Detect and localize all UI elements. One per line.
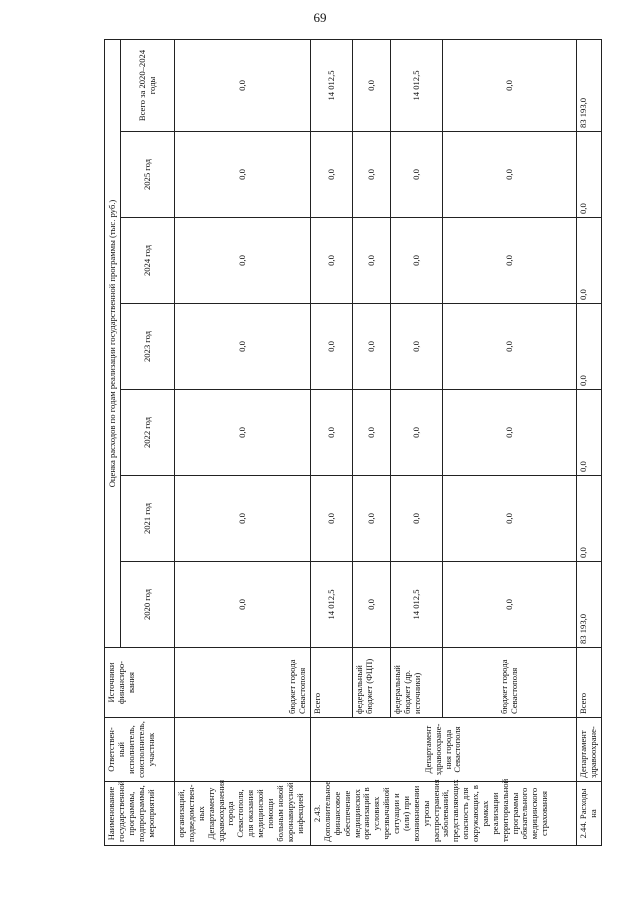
cell-value-2022: 0,0 — [353, 390, 391, 476]
header-2020: 2020 год — [121, 562, 175, 648]
page-number: 69 — [313, 10, 327, 25]
header-sources: Источники финансиро-вания — [105, 648, 175, 718]
cell-value-2022: 0,0 — [311, 390, 353, 476]
cell-value-total: 14 012,5 — [311, 40, 353, 132]
header-2024: 2024 год — [121, 218, 175, 304]
rotated-table-container — [104, 40, 600, 846]
cell-value-total: 0,0 — [175, 40, 311, 132]
cell-value-2020: 0,0 — [353, 562, 391, 648]
cell-value-2021: 0,0 — [353, 476, 391, 562]
cell-source: бюджет города Севастополя — [175, 648, 311, 718]
cell-responsible: Департамент здравоохране- — [577, 718, 602, 782]
cell-value-2024: 0,0 — [443, 218, 577, 304]
cell-responsible — [175, 718, 311, 782]
cell-value-2024: 0,0 — [311, 218, 353, 304]
header-2023: 2023 год — [121, 304, 175, 390]
table-row — [577, 40, 602, 846]
header-name: Наименование государственной программы, подпрограммы, мероприятий — [105, 782, 175, 846]
cell-value-2024: 0,0 — [353, 218, 391, 304]
header-2022: 2022 год — [121, 390, 175, 476]
cell-value-total: 83 193,0 — [577, 40, 602, 132]
header-estimate: Оценка расходов по годам реализации государственной программы (тыс. руб.) — [105, 40, 121, 648]
cell-value-2020: 0,0 — [175, 562, 311, 648]
header-2021: 2021 год — [121, 476, 175, 562]
cell-value-2025: 0,0 — [311, 132, 353, 218]
cell-value-2022: 0,0 — [577, 390, 602, 476]
cell-value-total: 0,0 — [443, 40, 577, 132]
cell-value-2025: 0,0 — [443, 132, 577, 218]
header-total: Всего за 2020–2024 годы — [121, 40, 175, 132]
header-2025: 2025 год — [121, 132, 175, 218]
cell-value-2020: 14 012,5 — [391, 562, 443, 648]
cell-value-2023: 0,0 — [353, 304, 391, 390]
cell-value-2022: 0,0 — [443, 390, 577, 476]
cell-value-2024: 0,0 — [391, 218, 443, 304]
cell-value-2021: 0,0 — [175, 476, 311, 562]
cell-source: Всего — [311, 648, 353, 718]
header-responsible: Ответствен-ный исполнитель, соисполнитель, участник — [105, 718, 175, 782]
cell-value-2025: 0,0 — [391, 132, 443, 218]
cell-value-2021: 0,0 — [577, 476, 602, 562]
cell-name: 2.44. Расходы на — [577, 782, 602, 846]
table-row — [175, 40, 311, 846]
cell-value-2021: 0,0 — [311, 476, 353, 562]
cell-value-2024: 0,0 — [175, 218, 311, 304]
cell-responsible: Департамент здравоохране-ния города Севастополя — [311, 718, 577, 782]
table-row — [311, 40, 353, 846]
cell-value-total: 14 012,5 — [391, 40, 443, 132]
cell-value-2020: 0,0 — [443, 562, 577, 648]
cell-value-2025: 0,0 — [353, 132, 391, 218]
cell-value-2023: 0,0 — [577, 304, 602, 390]
cell-value-2021: 0,0 — [391, 476, 443, 562]
cell-source: федеральный бюджет (ФЦП) — [353, 648, 391, 718]
cell-name: организаций, подведомствен-ных Департаменту здравоохранения города Севастополя, для оказания медицинской помощи больным новой коронавирусной инфекцией — [175, 782, 311, 846]
cell-value-2025: 0,0 — [175, 132, 311, 218]
cell-value-2020: 14 012,5 — [311, 562, 353, 648]
cell-value-2023: 0,0 — [175, 304, 311, 390]
financing-table — [104, 39, 602, 846]
cell-value-2023: 0,0 — [443, 304, 577, 390]
cell-value-2022: 0,0 — [391, 390, 443, 476]
cell-source: федеральный бюджет (др. источники) — [391, 648, 443, 718]
cell-value-2023: 0,0 — [311, 304, 353, 390]
cell-value-2024: 0,0 — [577, 218, 602, 304]
cell-value-2025: 0,0 — [577, 132, 602, 218]
cell-source: бюджет города Севастополя — [443, 648, 577, 718]
cell-value-2022: 0,0 — [175, 390, 311, 476]
cell-value-2021: 0,0 — [443, 476, 577, 562]
cell-value-2020: 83 193,0 — [577, 562, 602, 648]
cell-value-total: 0,0 — [353, 40, 391, 132]
cell-name: 2.43. Дополнительное финансовое обеспечение медицинских организаций в условиях чрезвычайной ситуации и (или) при возникновении угрозы распространения заболеваний, представляющих опасность для окружающих, в рамках реализации территориальной программы обязательного медицинского страхования — [311, 782, 577, 846]
cell-value-2023: 0,0 — [391, 304, 443, 390]
cell-source: Всего — [577, 648, 602, 718]
